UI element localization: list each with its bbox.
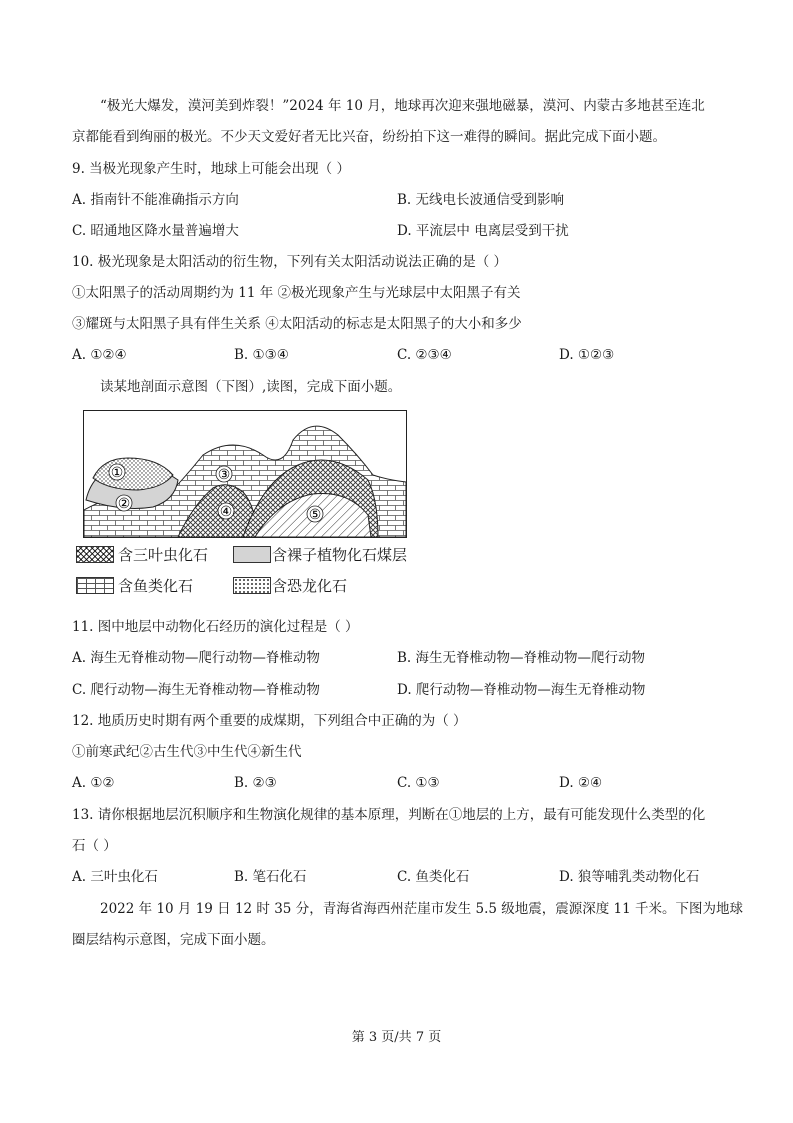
legend-swatch-trilobite xyxy=(76,546,114,563)
legend-label-gymnosperm: 含裸子植物化石煤层 xyxy=(272,546,408,564)
question-13-stem-line2: 石（ ） xyxy=(72,838,117,854)
layer-label-5 xyxy=(307,506,323,523)
question-13-option-b[interactable]: B. 笔石化石 xyxy=(234,869,307,885)
layer-label-2 xyxy=(116,495,132,512)
question-10-option-c[interactable]: C. ②③④ xyxy=(397,347,452,363)
question-12-option-c[interactable]: C. ①③ xyxy=(397,775,440,791)
question-13-option-c[interactable]: C. 鱼类化石 xyxy=(397,869,470,885)
question-11-option-c[interactable]: C. 爬行动物—海生无脊椎动物—脊椎动物 xyxy=(72,682,320,698)
legend-label-trilobite: 含三叶虫化石 xyxy=(118,546,209,564)
question-10-statements-1: ①太阳黑子的活动周期约为 11 年 ②极光现象产生与光球层中太阳黑子有关 xyxy=(72,285,521,301)
layer-label-3-text: ③ xyxy=(217,467,231,483)
legend-swatch-fish xyxy=(76,577,114,594)
layer-label-1-text: ① xyxy=(110,465,124,481)
layer-label-3 xyxy=(216,466,232,483)
question-10-option-b[interactable]: B. ①③④ xyxy=(234,347,289,363)
layer-label-5-text: ⑤ xyxy=(308,507,322,523)
question-12-option-b[interactable]: B. ②③ xyxy=(234,775,277,791)
question-12-stem: 12. 地质历史时期有两个重要的成煤期，下列组合中正确的为（ ） xyxy=(72,713,467,729)
legend-label-fish: 含鱼类化石 xyxy=(118,577,194,595)
question-10-option-a[interactable]: A. ①②④ xyxy=(72,347,127,363)
intro-earthquake-line1: 2022 年 10 月 19 日 12 时 35 分，青海省海西州茫崖市发生 5.5 级地震，震源深度 11 千米。下图为地球 xyxy=(100,901,744,917)
question-10-statements-2: ③耀斑与太阳黑子具有伴生关系 ④太阳活动的标志是太阳黑子的大小和多少 xyxy=(72,316,522,332)
question-9-option-a[interactable]: A. 指南针不能准确指示方向 xyxy=(72,192,239,208)
legend-label-dinosaur: 含恐龙化石 xyxy=(272,577,348,595)
intro-aurora-line2: 京都能看到绚丽的极光。不少天文爱好者无比兴奋，纷纷拍下这一难得的瞬间。据此完成下面小题。 xyxy=(72,129,666,145)
intro-profile: 读某地剖面示意图（下图）,读图，完成下面小题。 xyxy=(100,379,402,395)
layer-label-4-text: ④ xyxy=(219,504,233,520)
legend-swatch-dinosaur xyxy=(233,577,271,594)
question-11-option-b[interactable]: B. 海生无脊椎动物—脊椎动物—爬行动物 xyxy=(397,650,646,666)
question-9-option-c[interactable]: C. 昭通地区降水量普遍增大 xyxy=(72,223,239,239)
question-10-stem: 10. 极光现象是太阳活动的衍生物，下列有关太阳活动说法正确的是（ ） xyxy=(72,254,508,270)
legend-swatch-gymnosperm xyxy=(233,546,271,563)
question-9-option-b[interactable]: B. 无线电长波通信受到影响 xyxy=(397,192,565,208)
layer-label-4 xyxy=(218,503,234,520)
question-9-stem: 9. 当极光现象产生时，地球上可能会出现（ ） xyxy=(72,161,350,177)
question-11-option-a[interactable]: A. 海生无脊椎动物—爬行动物—脊椎动物 xyxy=(72,650,320,666)
layer-label-1 xyxy=(109,464,125,481)
page-footer: 第 3 页/共 7 页 xyxy=(351,1030,442,1045)
question-12-option-a[interactable]: A. ①② xyxy=(72,775,115,791)
question-9-option-d[interactable]: D. 平流层中 电离层受到干扰 xyxy=(397,223,569,239)
question-11-option-d[interactable]: D. 爬行动物—脊椎动物—海生无脊椎动物 xyxy=(397,682,646,698)
question-12-statements: ①前寒武纪②古生代③中生代④新生代 xyxy=(72,744,302,760)
question-13-option-a[interactable]: A. 三叶虫化石 xyxy=(72,869,158,885)
geologic-profile-figure xyxy=(83,410,407,538)
question-12-option-d[interactable]: D. ②④ xyxy=(559,775,603,791)
intro-aurora-line1: “极光大爆发，漠河美到炸裂！”2024 年 10 月，地球再次迎来强地磁暴，漠河、内蒙古多地甚至连北 xyxy=(100,98,705,114)
layer-label-2-text: ② xyxy=(117,496,131,512)
intro-earthquake-line2: 圈层结构示意图，完成下面小题。 xyxy=(72,932,275,948)
question-13-option-d[interactable]: D. 狼等哺乳类动物化石 xyxy=(559,869,700,885)
question-13-stem-line1: 13. 请你根据地层沉积顺序和生物演化规律的基本原理，判断在①地层的上方，最有可能发现什么类型的化 xyxy=(72,807,706,823)
question-10-option-d[interactable]: D. ①②③ xyxy=(559,347,615,363)
question-11-stem: 11. 图中地层中动物化石经历的演化过程是（ ） xyxy=(72,619,359,635)
